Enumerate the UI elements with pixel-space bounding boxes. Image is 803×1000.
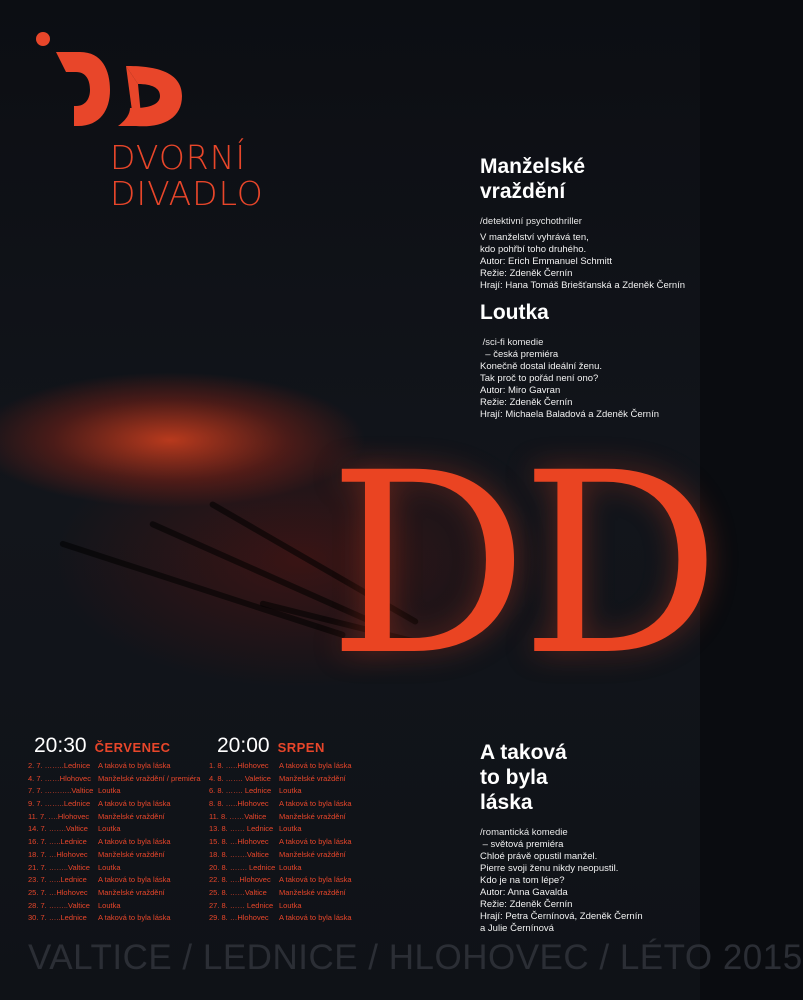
play-credit: Režie: Zdeněk Černín [480,899,573,910]
play-tagline: V manželství vyhrává ten, [480,232,589,243]
schedule-play: Loutka [279,862,302,872]
play-genre: /romantická komedie [480,827,568,838]
schedule-play: Manželské vraždění [279,849,346,859]
schedule-date-place: 20. 8. ……. Lednice [209,862,276,872]
schedule-date-place: 4. 7. ……Hlohovec [28,773,91,783]
schedule-date-place: 11. 8. ……Valtice [209,811,267,821]
schedule-play: Loutka [98,786,121,796]
schedule-play: A taková to byla láska [98,837,171,847]
schedule-header-august [217,734,325,758]
schedule-play: Manželské vraždění [98,811,165,821]
schedule-play: A taková to byla láska [279,799,352,809]
play-credit: Autor: Miro Gavran [480,385,561,396]
play-credit: Hrají: Hana Tomáš Briešťanská a Zdeněk Černín [480,280,686,291]
schedule-play: Loutka [279,900,302,910]
play-loutka [480,300,659,421]
play-a-takova-to-byla-laska [480,740,643,935]
schedule-header-july [34,734,171,758]
schedule-play: A taková to byla láska [98,761,171,770]
play-credit: Režie: Zdeněk Černín [480,268,573,279]
schedule-play: Loutka [98,824,121,834]
play-tagline: Kdo je na tom lépe? [480,875,565,886]
schedule-date-place: 14. 7. …….Valtice [28,824,88,834]
schedule-play: Manželské vraždění [98,849,165,859]
schedule-play: Loutka [279,824,302,834]
schedule-date-place: 30. 7. …..Lednice [28,913,87,923]
schedule-date-place: 28. 7. ……..Valtice [28,900,90,910]
schedule-play: A taková to byla láska [98,799,171,809]
play-credit: a Julie Černínová [480,923,554,934]
schedule-date-place: 23. 7. …..Lednice [28,875,87,885]
brand-line-1: DVORNÍ [110,138,247,177]
schedule-date-place: 25. 8. ……Valtice [209,887,267,897]
play-title: A taková to byla láska [480,741,567,814]
schedule-play: Manželské vraždění [98,887,165,897]
schedule-play: Manželské vraždění [279,887,346,897]
play-genre: /detektivní psychothriller [480,216,582,227]
play-title: Loutka [480,301,549,324]
schedule-date-place: 1. 8. …..Hlohovec [209,761,269,770]
schedule-date-place: 11. 7. ….Hlohovec [28,811,90,821]
schedule-play: A taková to byla láska [98,875,171,885]
play-tagline: Tak proč to pořád není ono? [480,373,599,384]
play-tagline: Chloé právě opustil manžel. [480,851,598,862]
play-manzelske-vrazdeni [480,154,685,292]
schedule-date-place: 22. 8. ….Hlohovec [209,875,271,885]
logo-dot [36,32,50,46]
schedule-play: A taková to byla láska [279,837,352,847]
play-tagline: Konečně dostal ideální ženu. [480,361,603,372]
schedule-date-place: 16. 7. …..Lednice [28,837,87,847]
schedule-date-place: 8. 8. …..Hlohovec [209,799,269,809]
show-time: 20:00 [217,734,270,757]
schedule-date-place: 9. 7. ……..Lednice [28,799,91,809]
play-genre: /sci-fi komedie [480,337,544,348]
schedule-date-place: 4. 8. ……. Valetice [209,773,271,783]
schedule-play: Loutka [98,862,121,872]
schedule-date-place: 7. 7. ………..Valtice [28,786,94,796]
schedule-date-place: 25. 7. …Hlohovec [28,887,88,897]
schedule-date-place: 13. 8. …… Lednice [209,824,274,834]
schedule-play: Manželské vraždění [279,773,346,783]
brand-line-2: DIVADLO [110,174,264,213]
play-credit: Autor: Erich Emmanuel Schmitt [480,256,612,267]
schedule-date-place: 27. 8. …… Lednice [209,900,274,910]
schedule-play: Loutka [98,900,121,910]
play-genre: – světová premiéra [480,839,564,850]
play-credit: Hrají: Petra Černínová, Zdeněk Černín [480,911,643,922]
schedule-date-place: 29. 8. …Hlohovec [209,913,269,923]
play-credit: Autor: Anna Gavalda [480,887,568,898]
schedule-date-place: 15. 8. …Hlohovec [209,837,269,847]
logo-dd-mark [56,52,186,142]
schedule-date-place: 21. 7. ……..Valtice [28,862,90,872]
play-title: Manželské vraždění [480,155,586,203]
schedule-play: A taková to byla láska [279,761,352,770]
schedule-play: Loutka [279,786,302,796]
schedule-play: A taková to byla láska [279,913,352,923]
play-credit: Hrají: Michaela Baladová a Zdeněk Černín [480,409,660,420]
schedule-date-place: 6. 8. ……. Lednice [209,786,272,796]
show-time: 20:30 [34,734,87,757]
month-name: ČERVENEC [94,740,171,755]
play-tagline: kdo pohřbí toho druhého. [480,244,587,255]
schedule-play: A taková to byla láska [279,875,352,885]
schedule-date-place: 2. 7. ……..Lednice [28,761,91,770]
schedule-play: A taková to byla láska [98,913,171,923]
schedule-date-place: 18. 8. …….Valtice [209,849,269,859]
big-dd-letters: DD [328,419,713,710]
play-tagline: Pierre svoji ženu nikdy neopustil. [480,863,619,874]
footer-locations: VALTICE / LEDNICE / HLOHOVEC / LÉTO 2015 [28,938,803,977]
play-credit: Režie: Zdeněk Černín [480,397,573,408]
schedule-play: Manželské vraždění [279,811,346,821]
month-name: SRPEN [277,740,325,755]
schedule-play: Manželské vraždění / premiéra [98,773,201,783]
schedule-date-place: 18. 7. …Hlohovec [28,849,88,859]
play-genre: – česká premiéra [480,349,559,360]
